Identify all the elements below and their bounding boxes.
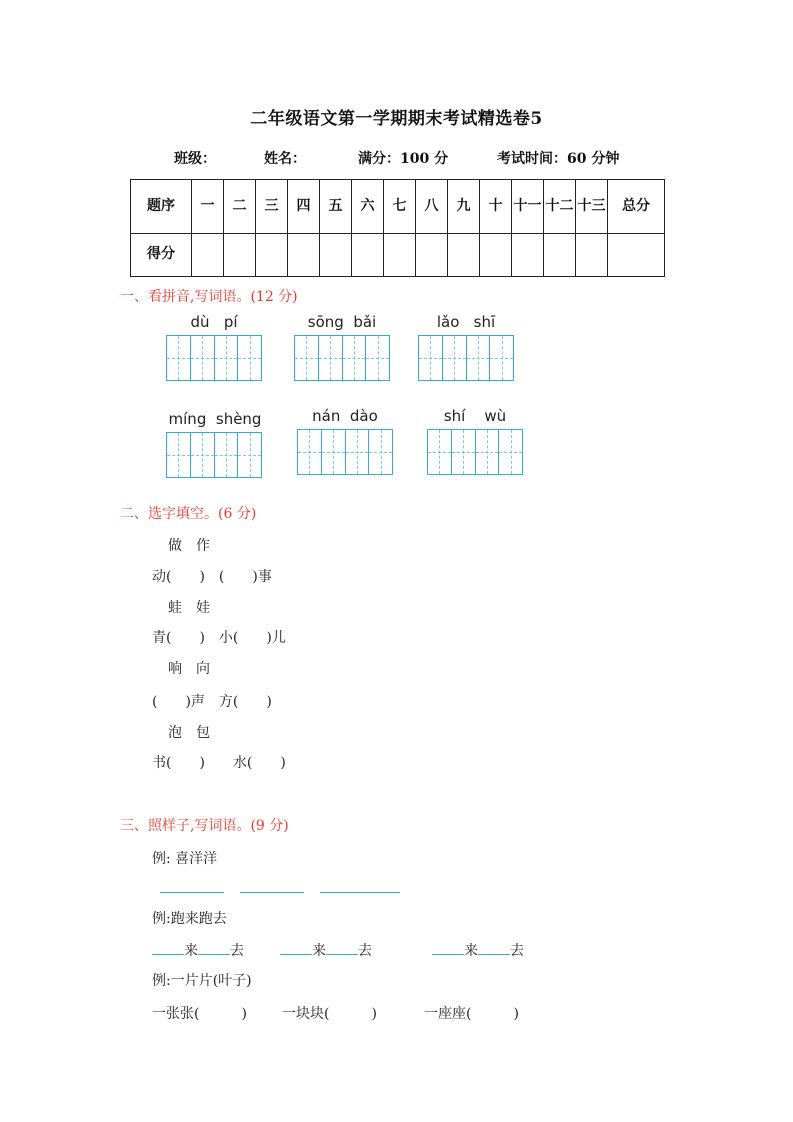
lai-char: 来 [184, 943, 198, 959]
pinyin-label: lǎo shī [436, 313, 496, 331]
pinyin-label: míng shèng [168, 410, 262, 428]
score-cell[interactable] [384, 234, 416, 277]
col-header: 十三 [576, 180, 608, 234]
pinyin-label: shí wù [443, 407, 507, 425]
section2-heading: 二、选字填空。(6 分) [120, 506, 257, 522]
row-header-order: 题序 [131, 180, 192, 234]
total-score-cell[interactable] [608, 234, 665, 277]
writing-grid[interactable] [166, 432, 262, 478]
fill-pattern [280, 940, 372, 960]
pinyin-label: sōng bǎi [307, 313, 377, 331]
fill-line[interactable]: 书( ) 水( ) [152, 755, 286, 771]
total-header: 总分 [608, 180, 665, 234]
col-header: 一 [192, 180, 224, 234]
col-header: 三 [256, 180, 288, 234]
score-cell[interactable] [288, 234, 320, 277]
fill-line[interactable]: 一张张( ) [152, 1006, 247, 1022]
answer-blank[interactable] [280, 940, 312, 955]
answer-blank[interactable] [152, 940, 184, 955]
col-header: 六 [352, 180, 384, 234]
writing-grid[interactable] [297, 429, 393, 475]
score-cell[interactable] [416, 234, 448, 277]
fill-line[interactable]: 青( ) 小( )儿 [152, 630, 286, 646]
qu-char: 去 [510, 943, 524, 959]
score-cell[interactable] [576, 234, 608, 277]
exam-time: 考试时间：60 分钟 [497, 151, 620, 167]
col-header: 二 [224, 180, 256, 234]
col-header: 九 [448, 180, 480, 234]
answer-blank[interactable] [432, 940, 464, 955]
col-header: 十 [480, 180, 512, 234]
score-cell[interactable] [256, 234, 288, 277]
score-cell[interactable] [544, 234, 576, 277]
score-cell[interactable] [480, 234, 512, 277]
col-header: 五 [320, 180, 352, 234]
example-label: 例:跑来跑去 [152, 911, 227, 927]
col-header: 四 [288, 180, 320, 234]
score-cell[interactable] [352, 234, 384, 277]
fill-pattern [432, 940, 524, 960]
class-label: 班级： [174, 151, 216, 167]
fill-line[interactable]: 一块块( ) [282, 1006, 377, 1022]
char-choices: 响 向 [168, 661, 210, 677]
answer-blank[interactable] [240, 892, 304, 893]
writing-grid[interactable] [418, 335, 514, 381]
fill-pattern [152, 940, 244, 960]
score-cell[interactable] [224, 234, 256, 277]
writing-grid[interactable] [166, 335, 262, 381]
col-header: 七 [384, 180, 416, 234]
section1-heading: 一、看拼音,写词语。(12 分) [120, 289, 298, 305]
answer-blank[interactable] [320, 892, 400, 893]
answer-blank[interactable] [160, 892, 224, 893]
score-cell[interactable] [192, 234, 224, 277]
qu-char: 去 [358, 943, 372, 959]
char-choices: 做 作 [168, 538, 210, 554]
example-label: 例:一片片(叶子) [152, 973, 252, 989]
score-cell[interactable] [512, 234, 544, 277]
col-header: 十二 [544, 180, 576, 234]
answer-blank[interactable] [326, 940, 358, 955]
writing-grid[interactable] [294, 335, 390, 381]
lai-char: 来 [464, 943, 478, 959]
col-header: 八 [416, 180, 448, 234]
char-choices: 泡 包 [168, 725, 210, 741]
fill-line[interactable]: 动( ) ( )事 [152, 569, 272, 585]
score-cell[interactable] [320, 234, 352, 277]
answer-blank[interactable] [478, 940, 510, 955]
name-label: 姓名： [264, 151, 306, 167]
section3-heading: 三、照样子,写词语。(9 分) [120, 818, 289, 834]
fill-line[interactable]: ( )声 方( ) [152, 694, 272, 710]
col-header: 十一 [512, 180, 544, 234]
score-table [130, 179, 665, 277]
writing-grid[interactable] [427, 429, 523, 475]
char-choices: 蛙 娃 [168, 600, 210, 616]
page-title: 二年级语文第一学期期末考试精选卷5 [250, 109, 543, 129]
row-header-score: 得分 [131, 234, 192, 277]
lai-char: 来 [312, 943, 326, 959]
score-cell[interactable] [448, 234, 480, 277]
pinyin-label: nán dào [312, 407, 378, 425]
answer-blank[interactable] [198, 940, 230, 955]
pinyin-label: dù pí [190, 313, 238, 331]
qu-char: 去 [230, 943, 244, 959]
full-score: 满分：100 分 [358, 151, 449, 167]
fill-line[interactable]: 一座座( ) [424, 1006, 519, 1022]
example-label: 例: 喜洋洋 [152, 851, 218, 867]
